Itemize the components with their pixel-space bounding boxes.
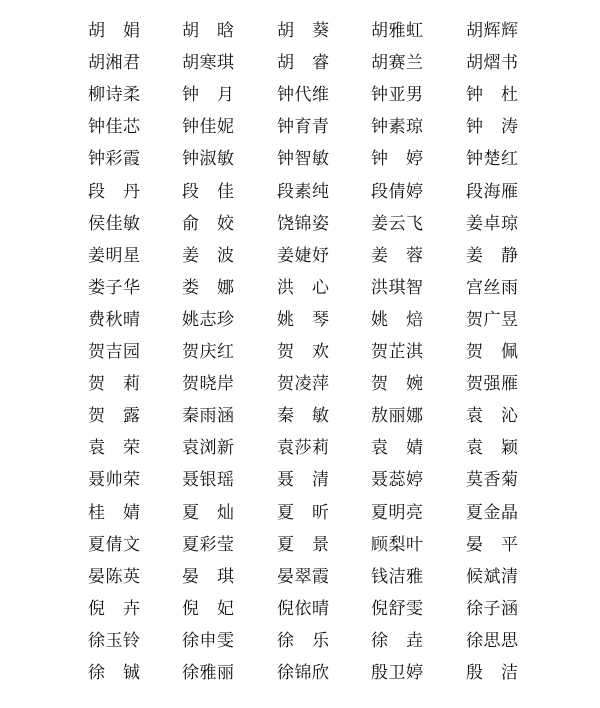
name-cell: 倪 卉: [88, 598, 140, 619]
name-cell: 段 佳: [182, 181, 234, 202]
name-cell: 姜 婕 妤: [277, 245, 329, 266]
name-cell: 贺 芷 淇: [371, 342, 423, 362]
name-cell: 贺 欢: [277, 342, 329, 362]
name-cell: 侯 佳 敏: [88, 213, 140, 234]
name-cell: 秦 雨 涵: [182, 406, 234, 427]
name-cell: 胡 晗: [182, 21, 234, 41]
name-row: [0, 464, 600, 496]
name-cell: 贺 露: [88, 406, 140, 427]
name-cell: 贺 婉: [371, 374, 423, 395]
name-cell: 倪 舒 雯: [371, 598, 423, 619]
name-row: [0, 304, 600, 336]
name-cell: 贺 佩: [466, 342, 518, 362]
name-cell: 段 倩 婷: [371, 181, 423, 202]
name-cell: 钟 涛: [466, 117, 518, 138]
name-cell: 胡 辉 辉: [466, 21, 518, 41]
name-cell: 段 海 雁: [466, 181, 518, 202]
name-cell: 倪 妃: [182, 598, 234, 619]
name-cell: 贺 强 雁: [466, 374, 518, 395]
name-cell: 徐 子 涵: [466, 598, 518, 619]
name-row: [0, 497, 600, 529]
name-cell: 袁 莎 莉: [277, 438, 329, 459]
name-cell: 袁 荣: [88, 438, 140, 459]
name-cell: 袁 婧: [371, 438, 423, 459]
name-cell: 秦 敏: [277, 406, 329, 427]
name-row: [0, 561, 600, 593]
name-row: [0, 657, 600, 689]
name-cell: 徐 玉 铃: [88, 630, 140, 651]
name-row: [0, 47, 600, 79]
name-cell: 聂 清: [277, 470, 329, 491]
name-cell: 钟 代 维: [277, 85, 329, 106]
name-cell: 钟 婷: [371, 149, 423, 170]
name-cell: 姜 卓 琼: [466, 213, 518, 234]
name-cell: 夏 金 晶: [466, 502, 518, 523]
name-cell: 晏 平: [466, 534, 518, 555]
name-cell: 徐 锦 欣: [277, 663, 329, 683]
name-row: [0, 368, 600, 400]
name-cell: 钟 亚 男: [371, 85, 423, 106]
name-cell: 夏 灿: [182, 502, 234, 523]
name-cell: 候 斌 清: [466, 566, 518, 587]
name-cell: 贺 庆 红: [182, 342, 234, 362]
name-cell: 聂 蕊 婷: [371, 470, 423, 491]
name-cell: 夏 倩 文: [88, 534, 140, 555]
name-cell: 娄 子 华: [88, 277, 140, 298]
name-cell: 钟 佳 芯: [88, 117, 140, 138]
name-cell: 徐 雅 丽: [182, 663, 234, 683]
name-cell: 聂 银 瑶: [182, 470, 234, 491]
name-cell: 姚 琴: [277, 309, 329, 330]
name-cell: 徐 申 雯: [182, 630, 234, 651]
name-row: [0, 272, 600, 304]
name-cell: 徐 乐: [277, 630, 329, 651]
name-row: [0, 15, 600, 47]
name-cell: 徐 铖: [88, 663, 140, 683]
name-cell: 贺 莉: [88, 374, 140, 395]
name-cell: 袁 浏 新: [182, 438, 234, 459]
name-cell: 贺 吉 园: [88, 342, 140, 362]
name-cell: 段 丹: [88, 181, 140, 202]
name-cell: 饶 锦 姿: [277, 213, 329, 234]
name-cell: 钟 彩 霞: [88, 149, 140, 170]
name-cell: 洪 琪 智: [371, 277, 423, 298]
name-cell: 费 秋 晴: [88, 309, 140, 330]
name-cell: 胡 葵: [277, 21, 329, 41]
name-cell: 贺 广 昱: [466, 309, 518, 330]
name-cell: 徐 思 思: [466, 630, 518, 651]
name-cell: 钟 月: [182, 85, 234, 106]
name-cell: 桂 婧: [88, 502, 140, 523]
name-cell: 段 素 纯: [277, 181, 329, 202]
name-cell: 姜 明 星: [88, 245, 140, 266]
name-cell: 钱 洁 雅: [371, 566, 423, 587]
name-cell: 姚 焙: [371, 309, 423, 330]
name-cell: 夏 彩 莹: [182, 534, 234, 555]
name-cell: 殷 洁: [466, 663, 518, 683]
name-row: [0, 240, 600, 272]
name-cell: 夏 景: [277, 534, 329, 555]
name-cell: 胡 睿: [277, 53, 329, 74]
name-row: [0, 208, 600, 240]
name-cell: 袁 沁: [466, 406, 518, 427]
name-row: [0, 176, 600, 208]
name-cell: 胡 雅 虹: [371, 21, 423, 41]
name-cell: 钟 智 敏: [277, 149, 329, 170]
name-cell: 钟 杜: [466, 85, 518, 106]
name-cell: 倪 依 晴: [277, 598, 329, 619]
name-cell: 敖 丽 娜: [371, 406, 423, 427]
name-cell: 胡 湘 君: [88, 53, 140, 74]
name-cell: 钟 佳 妮: [182, 117, 234, 138]
name-cell: 徐 垚: [371, 630, 423, 651]
name-cell: 钟 楚 红: [466, 149, 518, 170]
name-cell: 袁 颖: [466, 438, 518, 459]
name-row: [0, 336, 600, 368]
name-row: [0, 143, 600, 175]
name-cell: 柳 诗 柔: [88, 85, 140, 106]
name-cell: 贺 晓 岸: [182, 374, 234, 395]
name-cell: 顾 梨 叶: [371, 534, 423, 555]
name-cell: 殷 卫 婷: [371, 663, 423, 683]
name-cell: 姜 蓉: [371, 245, 423, 266]
name-row: [0, 79, 600, 111]
name-row: [0, 432, 600, 464]
name-row: [0, 400, 600, 432]
name-cell: 洪 心: [277, 277, 329, 298]
name-cell: 胡 寒 琪: [182, 53, 234, 74]
name-cell: 姜 静: [466, 245, 518, 266]
name-row: [0, 111, 600, 143]
name-cell: 胡 娟: [88, 21, 140, 41]
name-row: [0, 593, 600, 625]
name-cell: 贺 凌 萍: [277, 374, 329, 395]
name-cell: 胡 熠 书: [466, 53, 518, 74]
name-cell: 莫 香 菊: [466, 470, 518, 491]
name-cell: 晏 陈 英: [88, 566, 140, 587]
name-cell: 钟 育 青: [277, 117, 329, 138]
name-cell: 胡 赛 兰: [371, 53, 423, 74]
name-cell: 姜 波: [182, 245, 234, 266]
name-cell: 娄 娜: [182, 277, 234, 298]
name-row: [0, 529, 600, 561]
name-cell: 晏 翠 霞: [277, 566, 329, 587]
name-cell: 俞 姣: [182, 213, 234, 234]
name-cell: 晏 琪: [182, 566, 234, 587]
name-cell: 夏 昕: [277, 502, 329, 523]
name-cell: 姜 云 飞: [371, 213, 423, 234]
name-cell: 钟 素 琼: [371, 117, 423, 138]
name-row: [0, 625, 600, 657]
name-cell: 姚 志 珍: [182, 309, 234, 330]
name-cell: 聂 帅 荣: [88, 470, 140, 491]
name-cell: 钟 淑 敏: [182, 149, 234, 170]
name-cell: 宫 丝 雨: [466, 277, 518, 298]
name-cell: 夏 明 亮: [371, 502, 423, 523]
